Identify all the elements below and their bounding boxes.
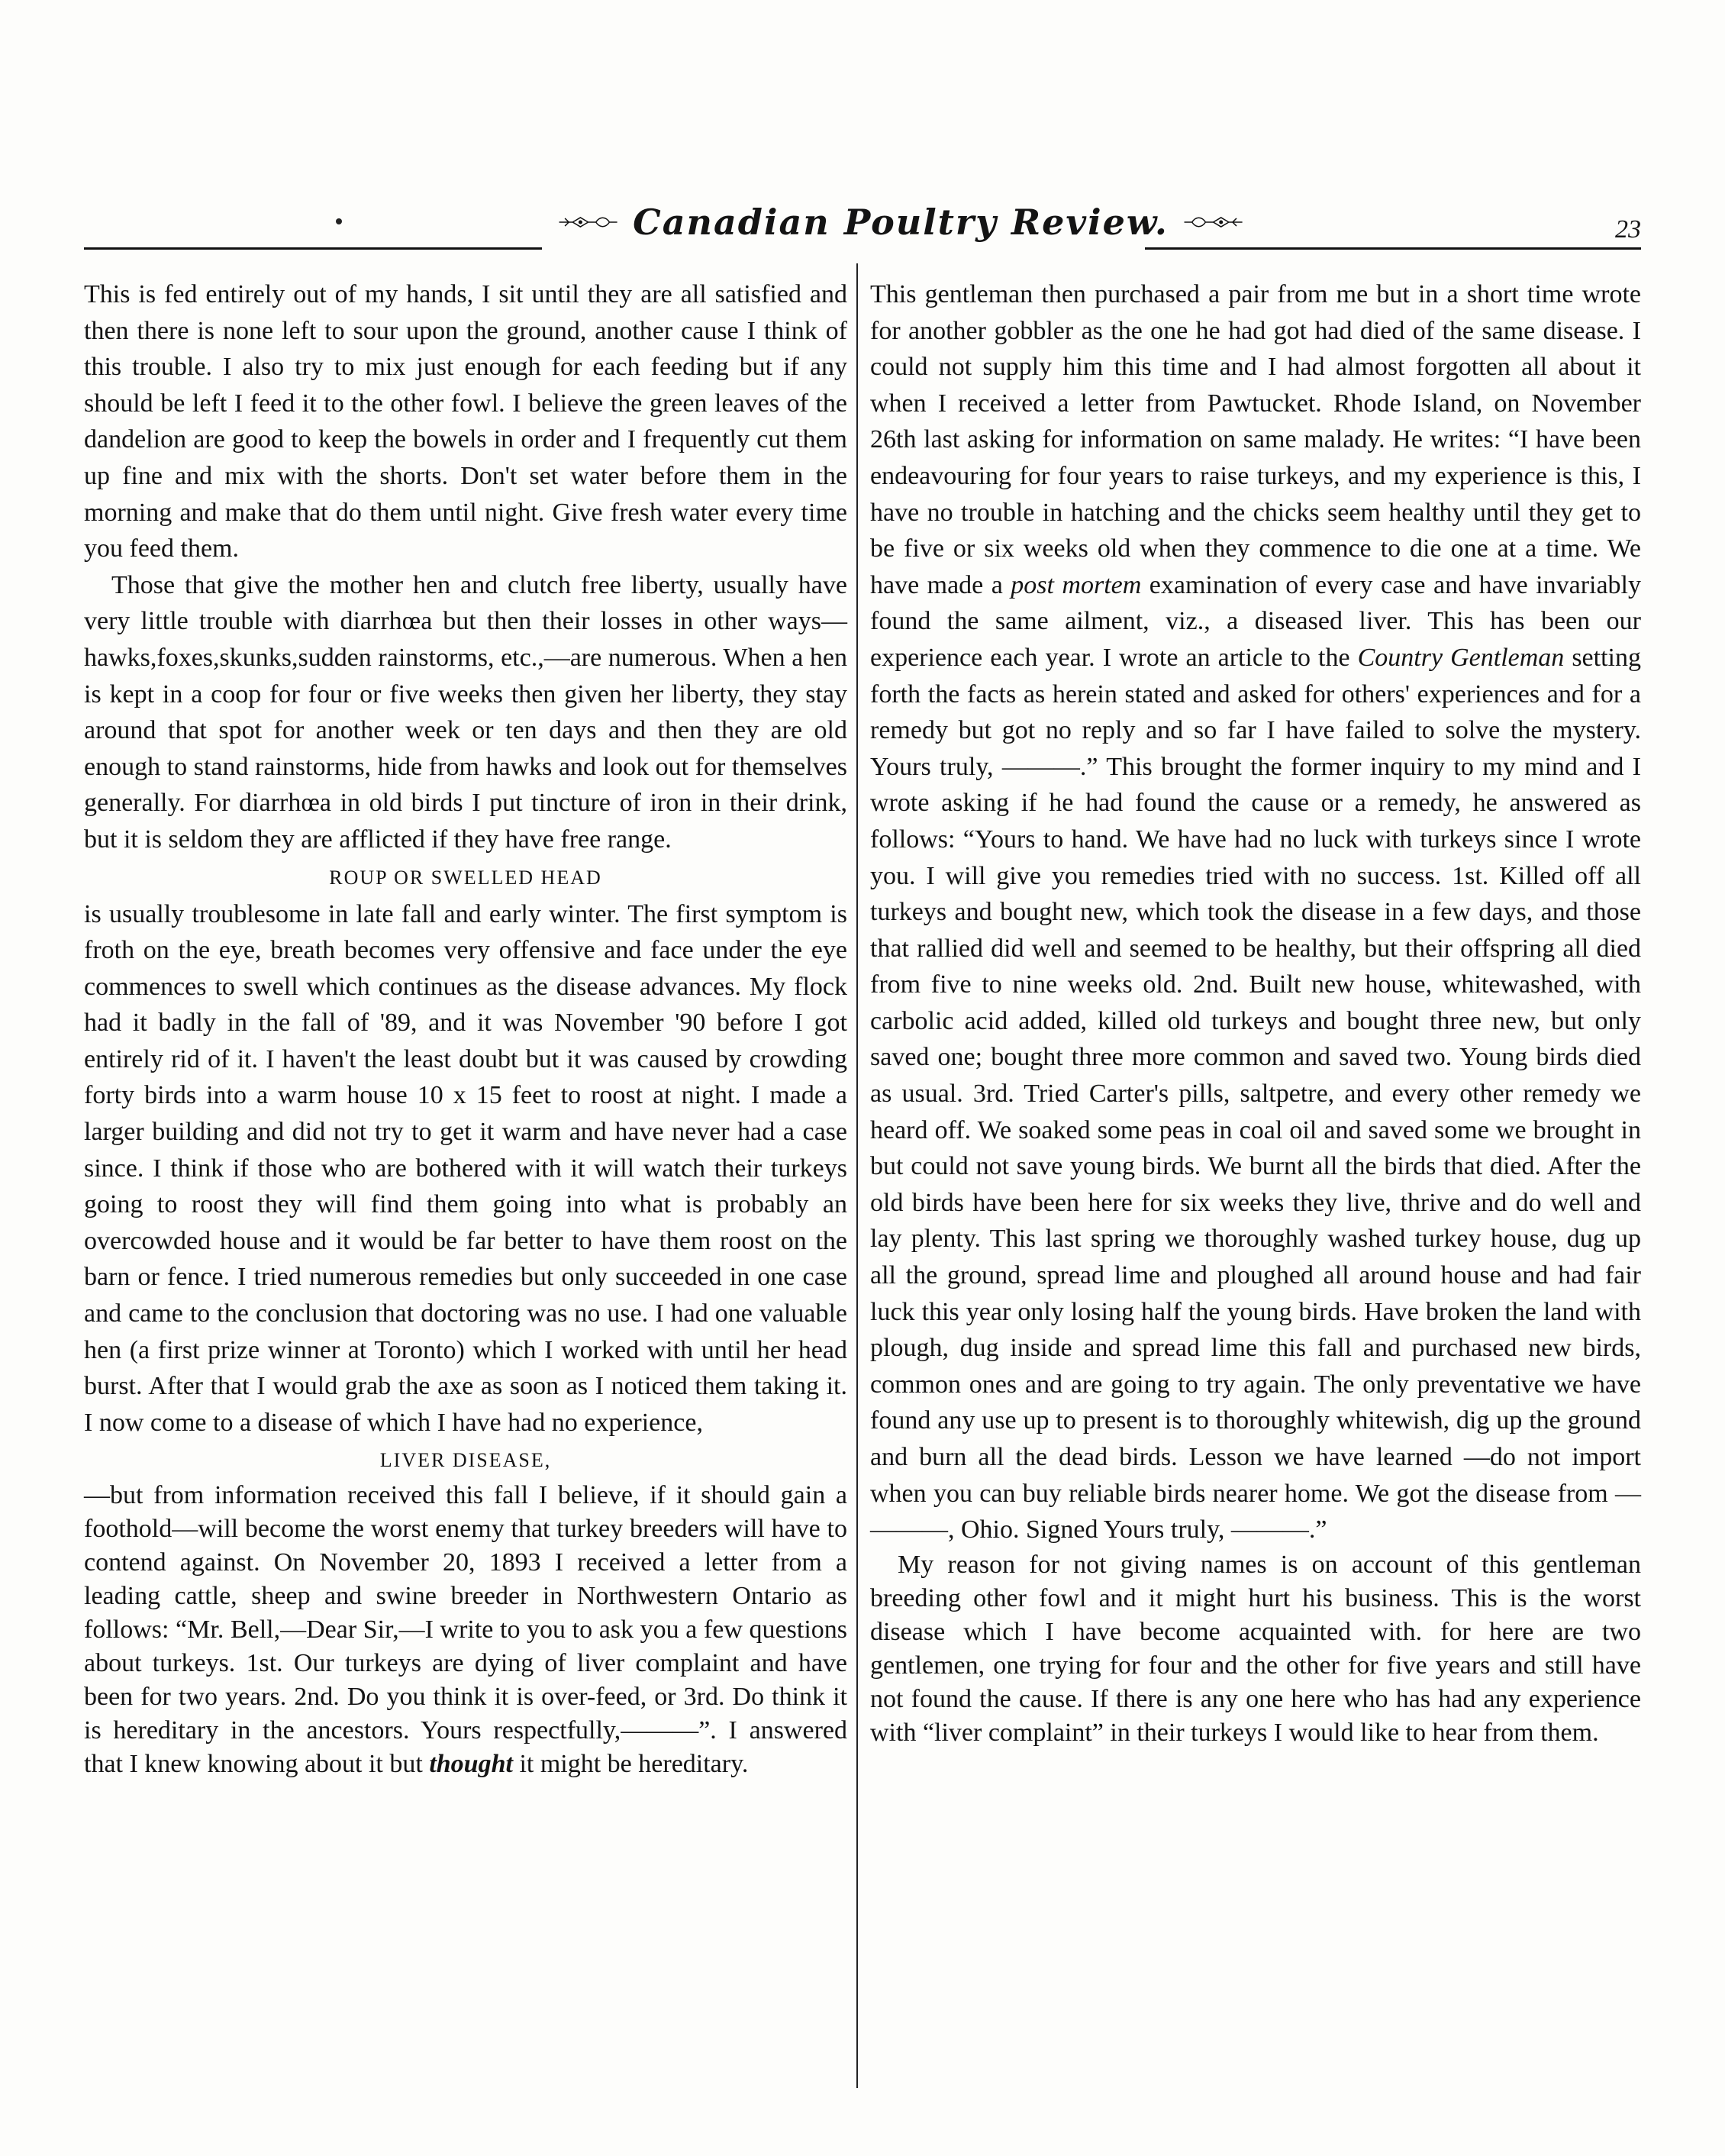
paragraph: This is fed entirely out of my hands, I sit until they are all satisfied and then there is none left to sour upon the ground, another cause I think of this trouble. I also try to mix just enough for each feeding but if any should be left I feed it to the other fowl. I believe the green leaves of the dandelion are good to keep the bowels in order and I frequently cut them up fine and mix with the shorts. Don't set water before them in the morning and make that do them until night. Give fresh water every time you feed them. [84,280,847,563]
text-run: —but from information received this fall I believe, if it should gain a foothold—will become the worst enemy that turkey breeders will have to contend against. On November 20, 1893 I received a letter from a leading cattle, sheep and swine breeder in Northwestern Ontario as follows: “Mr. Bell,—Dear Sir,—I write to you to ask you a few questions about turkeys. 1st. Our turkeys are dying of liver complaint and have been for two years. 2nd. Do you think it is over-feed, or 3rd. Do think it is hereditary in the ancestors. Yours respectfully,———”. I answered that I knew knowing about it but [84,1481,847,1779]
text-run: setting forth the facts as herein stated and asked for others' experiences and for a remedy but got no reply and so far I have failed to solve the mystery. Yours truly, ———.” This brought the former inquiry to my mind and I wrote asking if he had found the cause or a remedy, he answered as follows: “Yours to hand. We have had no luck with turkeys since I wrote you. I will give you remedies tried with no success. 1st. Killed off all turkeys and bought new, which took the disease in a few days, and those that rallied did well and seemed to be healthy, but their offspring all died from five to nine weeks old. 2nd. Built new house, whitewashed, with carbolic acid added, killed old turkeys and bought three new, but only saved one; bought three more common and saved two. Young birds died as usual. 3rd. Tried Carter's pills, saltpetre, and every other remedy we heard off. We soaked some peas in coal oil and saved some we brought in but could not save young birds. We burnt all the birds that died. After the old birds have been here for six weeks they live, thrive and do well and lay plenty. This last spring we thoroughly washed turkey house, dug up all the ground, spread lime and ploughed all around house and had fair luck this year only losing half the young birds. Have broken the land with plough, dug inside and spread lime this fall and purchased new birds, common ones and are going to try again. The only preventative we have found any use up to present is to thoroughly whitewish, dig up the ground and burn all the dead birds. Lesson we have learned —do not import when you can buy reliable birds nearer home. We got the disease from — ———, Ohio. Signed Yours truly, ———.” [870,643,1641,1544]
left-ornament-icon [557,207,619,237]
text-run: This gentleman then purchased a pair from me but in a short time wrote for another gobbler as the one he had got had died of the same disease. I could not supply him this time and I had almost forgotten all about it when I received a letter from Pawtucket. Rhode Island, on November 26th last asking for information on same malady. He writes: “I have been endeavouring for four years to raise turkeys, and my experience is this, I have no trouble in hatching and the chicks seem healthy until they get to be five or six weeks old when they commence to die one at a time. We have made a [870,280,1641,599]
emphasis-text: thought [429,1750,513,1779]
paragraph [84,1479,847,1781]
masthead-title-block [557,195,1244,249]
left-column [84,276,847,2109]
paragraph: Those that give the mother hen and clutch free liberty, usually have very little trouble with diarrhœa but then their losses in other ways—hawks,foxes,skunks,sudden rainstorms, etc.,—are numerous. When a hen is kept in a coop for four or five weeks then given her liberty, they stay around that spot for another week or ten days and then they are old enough to stand rainstorms, hide from hawks and look out for themselves generally. For diarrhœa in old birds I put tincture of iron in their drink, but it is seldom they are afflicted if they have free range. [84,570,847,854]
emphasis-text: Country Gentleman [1357,643,1565,672]
page-number: 23 [1615,215,1641,244]
text-run: it might be hereditary. [519,1750,749,1779]
text-run: examination of every case and have invariably found the same ailment, viz., a diseased liver. This has been our experience each year. I wrote an article to the [870,570,1642,672]
right-ornament-icon [1182,207,1244,237]
paragraph: My reason for not giving names is on account of this gentleman breeding other fowl and it might hurt his business. This is the worst disease which I have become acquainted with. for here are two gentlemen, one trying for four and the other for five years and still have not found the cause. If there is any one here who has had any experience with “liver complaint” in their turkeys I would like to hear from them. [870,1550,1641,1747]
emphasis-text: post mortem [1011,570,1142,599]
header-rule-right [1145,247,1641,250]
header-rule-left [84,247,542,250]
masthead [84,188,1641,257]
ink-dot [336,218,342,224]
section-heading: LIVER DISEASE, [379,1449,552,1472]
paragraph: is usually troublesome in late fall and early winter. The first symptom is froth on the eye, breath becomes very offensive and face under the eye commences to swell which continues as the disease advances. My flock had it badly in the fall of '89, and it was November '90 before I got entirely rid of it. I haven't the least doubt but it was caused by crowding forty birds into a warm house 10 x 15 feet to roost at night. I made a larger building and did not try to get it warm and have never had a case since. I think if those who are bothered with it will watch their turkeys going to roost they will find them going into what is probably an overcowded house and it would be far better to have them roost on the barn or fence. I tried numerous remedies but only succeeded in one case and came to the conclusion that doctoring was no use. I had one valuable hen (a first prize winner at Toronto) which I worked with until her head burst. After that I would grab the axe as soon as I noticed them taking it. I now come to a disease of which I have had no experience, [84,899,847,1437]
right-column [870,276,1641,2109]
column-divider [856,263,858,2088]
section-heading: ROUP OR SWELLED HEAD [329,866,602,889]
publication-title: Canadian Poultry Review. [633,202,1169,243]
paragraph [870,276,1641,1548]
